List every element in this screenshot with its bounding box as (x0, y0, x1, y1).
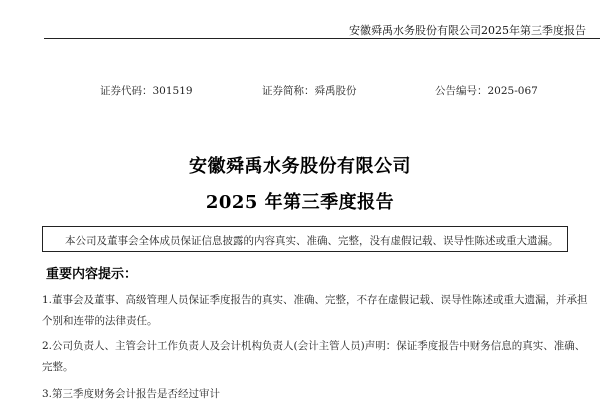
notice-number: 公告编号：2025-067 (435, 85, 538, 97)
notice-item-line: 1.董事会及董事、高级管理人员保证季度报告的真实、准确、完整，不存在虚假记载、误导性陈述或重大遗漏，并承担 (42, 294, 588, 306)
notice-item (42, 336, 586, 378)
important-heading: 重要内容提示： (46, 267, 138, 282)
report-title: 2025 年第三季度报告 (205, 192, 395, 213)
notice-item-line: 完整。 (42, 361, 74, 373)
header-rule (44, 38, 600, 39)
statement-box (42, 226, 568, 252)
notice-item (42, 384, 564, 405)
company-title: 安徽舜禹水务股份有限公司 (189, 156, 411, 177)
statement-text: 本公司及董事会全体成员保证信息披露的内容真实、准确、完整，没有虚假记载、误导性陈述或重大遗漏。 (65, 235, 559, 247)
stock-code: 证券代码：301519 (100, 85, 193, 97)
running-header: 安徽舜禹水务股份有限公司2025年第三季度报告 (349, 24, 586, 37)
notice-item-line: 3.第三季度财务会计报告是否经过审计 (42, 388, 221, 400)
notice-item (42, 290, 588, 332)
stock-abbreviation: 证券简称：舜禹股份 (262, 85, 357, 97)
notice-item-line: 2.公司负责人、主管会计工作负责人及会计机构负责人(会计主管人员)声明：保证季度报告中财务信息的真实、准确、 (42, 340, 586, 352)
notice-item-line: 个别和连带的法律责任。 (42, 315, 158, 327)
